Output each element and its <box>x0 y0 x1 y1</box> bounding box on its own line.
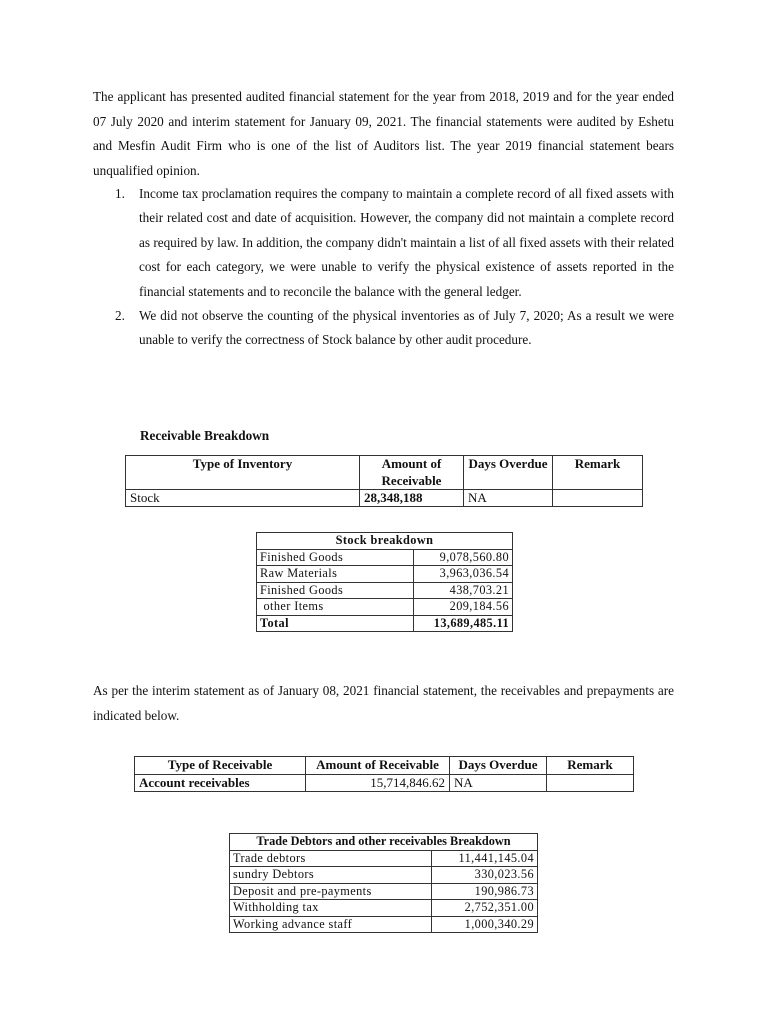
row-label: Working advance staff <box>230 916 432 933</box>
receivable-breakdown-table <box>125 455 643 507</box>
cell-type: Account receivables <box>135 774 306 791</box>
cell-days: NA <box>464 490 553 507</box>
table-row <box>257 599 513 616</box>
receivable-breakdown-title: Receivable Breakdown <box>140 428 270 443</box>
column-header: Remark <box>547 757 634 775</box>
row-label: other Items <box>257 599 414 616</box>
trade-debtors-title: Trade Debtors and other receivables Breakdown <box>230 834 538 851</box>
column-header: Amount of Receivable <box>360 456 464 490</box>
finding-item <box>115 182 674 304</box>
row-value: 209,184.56 <box>414 599 513 616</box>
row-value: 9,078,560.80 <box>414 549 513 566</box>
column-header: Days Overdue <box>450 757 547 775</box>
row-label: Finished Goods <box>257 582 414 599</box>
total-row <box>257 615 513 632</box>
total-label: Total <box>257 615 414 632</box>
trade-debtors-table <box>229 833 538 933</box>
table-row <box>126 490 643 507</box>
column-header: Remark <box>553 456 643 490</box>
interim-paragraph: As per the interim statement as of January 08, 2021 financial statement, the receivables and prepayments are indicated below. <box>93 683 674 723</box>
row-label: Trade debtors <box>230 850 432 867</box>
row-value: 438,703.21 <box>414 582 513 599</box>
table-row <box>257 549 513 566</box>
table-row <box>230 850 538 867</box>
table-row <box>230 916 538 933</box>
row-label: Deposit and pre-payments <box>230 883 432 900</box>
cell-type: Stock <box>126 490 360 507</box>
receivable-table <box>134 756 634 792</box>
row-value: 330,023.56 <box>432 867 538 884</box>
table-row <box>257 566 513 583</box>
row-value: 2,752,351.00 <box>432 900 538 917</box>
finding-number: 2. <box>115 308 125 324</box>
stock-breakdown-table <box>256 532 513 632</box>
findings-list <box>115 182 674 353</box>
cell-remark <box>553 490 643 507</box>
row-label: Withholding tax <box>230 900 432 917</box>
row-value: 190,986.73 <box>432 883 538 900</box>
row-value: 11,441,145.04 <box>432 850 538 867</box>
finding-text: Income tax proclamation requires the company to maintain a complete record of all fixed assets with their related cost and date of acquisition. However, the company did not maintain a complete record as required by law. In addition, the company didn't maintain a list of all fixed assets with their related cost for each category, we were unable to verify the physical existence of assets reported in the financial statements and to reconcile the balance with the general ledger. <box>139 186 674 299</box>
intro-paragraph: The applicant has presented audited financial statement for the year from 2018, 2019 and for the year ended 07 July 2020 and interim statement for January 09, 2021. The financial statements were audited by Eshetu and Mesfin Audit Firm who is one of the list of Auditors list. The year 2019 financial statement bears unqualified opinion. <box>93 89 674 178</box>
cell-days: NA <box>450 774 547 791</box>
total-value: 13,689,485.11 <box>414 615 513 632</box>
row-label: Finished Goods <box>257 549 414 566</box>
cell-amount: 28,348,188 <box>360 490 464 507</box>
cell-remark <box>547 774 634 791</box>
column-header: Type of Inventory <box>126 456 360 490</box>
column-header: Type of Receivable <box>135 757 306 775</box>
finding-item <box>115 304 674 353</box>
row-value: 3,963,036.54 <box>414 566 513 583</box>
row-value: 1,000,340.29 <box>432 916 538 933</box>
stock-breakdown-title: Stock breakdown <box>257 533 513 550</box>
column-header: Days Overdue <box>464 456 553 490</box>
finding-number: 1. <box>115 186 125 201</box>
row-label: sundry Debtors <box>230 867 432 884</box>
table-row <box>230 867 538 884</box>
table-row <box>230 900 538 917</box>
finding-text: We did not observe the counting of the physical inventories as of July 7, 2020; As a result we were unable to verify the correctness of Stock balance by other audit procedure. <box>139 308 674 348</box>
cell-amount: 15,714,846.62 <box>306 774 450 791</box>
table-row <box>257 582 513 599</box>
table-row <box>230 883 538 900</box>
column-header: Amount of Receivable <box>306 757 450 775</box>
row-label: Raw Materials <box>257 566 414 583</box>
table-row <box>135 774 634 791</box>
